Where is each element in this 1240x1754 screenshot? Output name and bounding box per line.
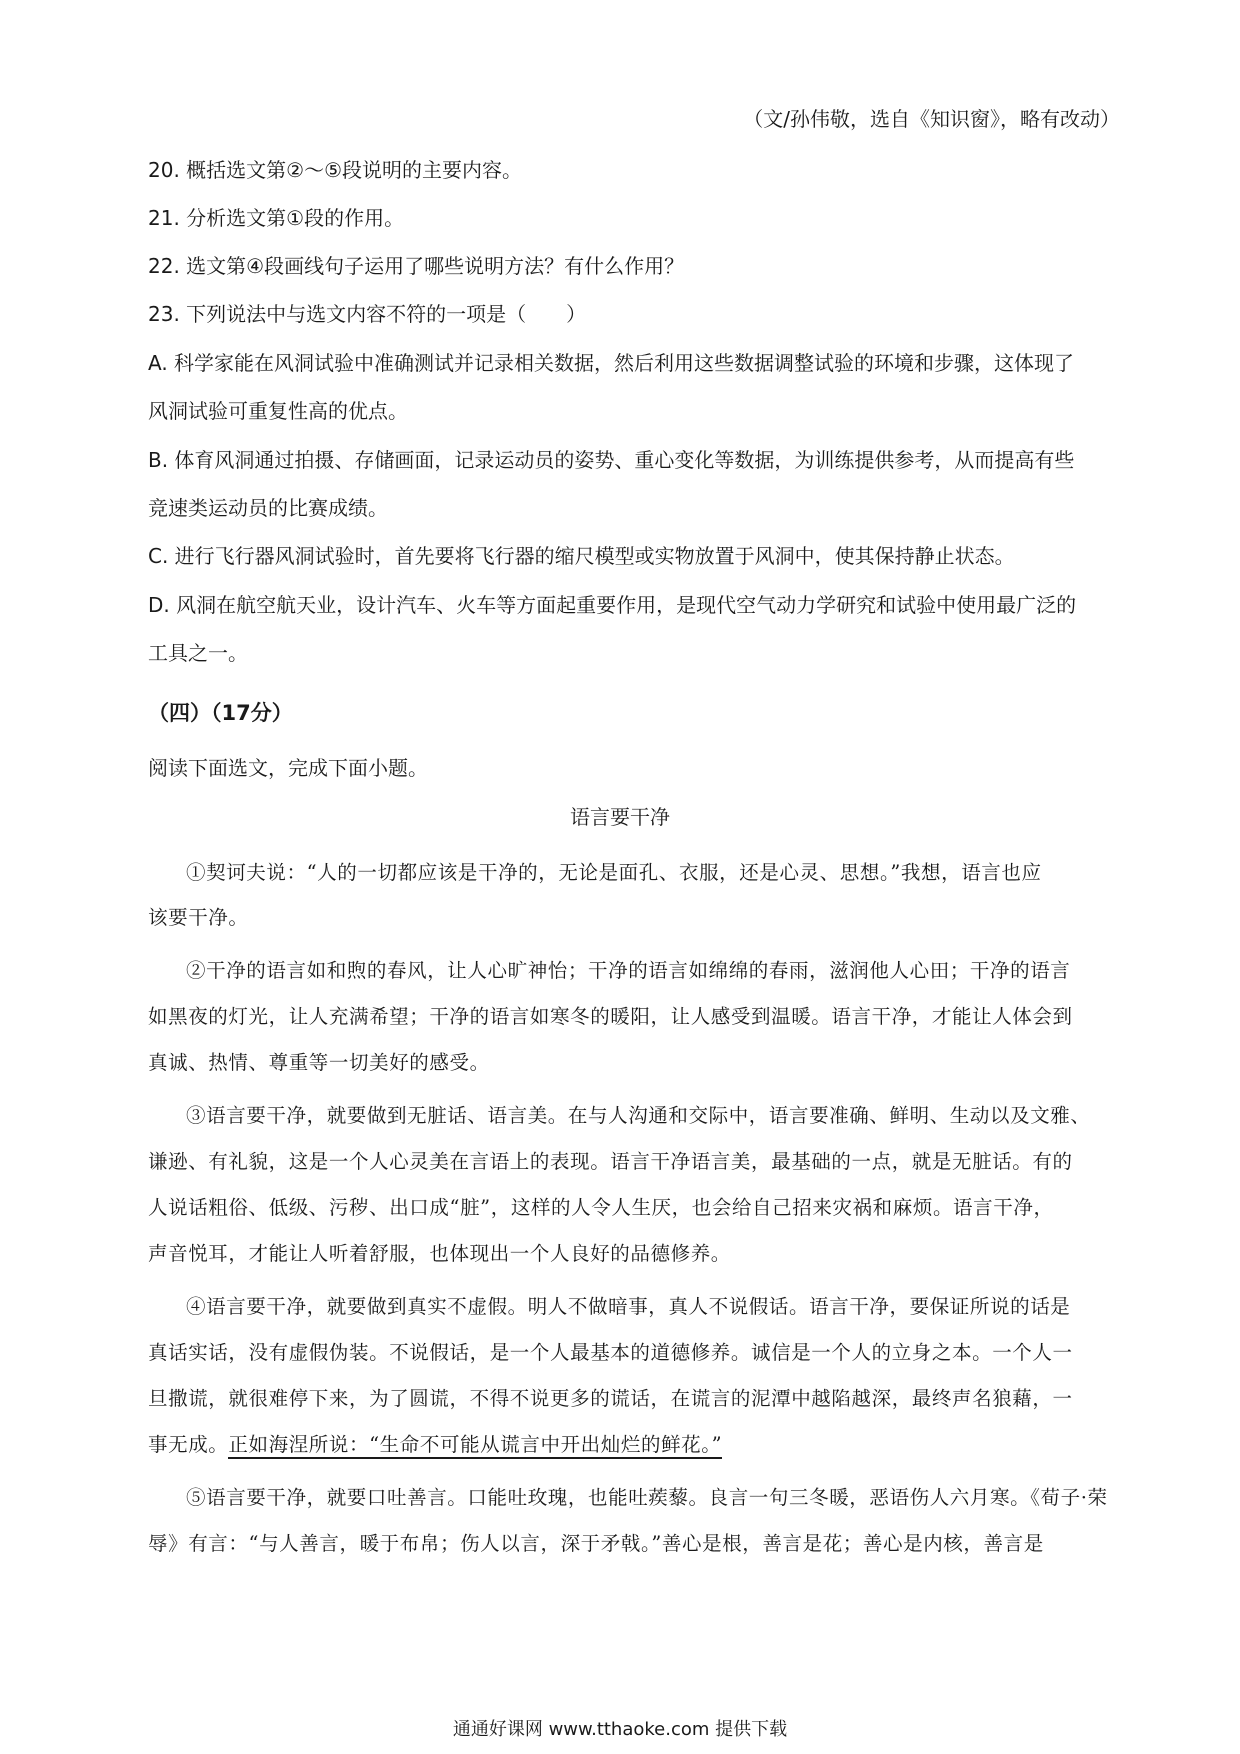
section-heading: （四）（17分） — [148, 701, 293, 725]
paragraph-2-line-1: ②干净的语言如和煦的春风，让人心旷神怡；干净的语言如绵绵的春雨，滋润他人心田；干净的语言 — [186, 959, 1071, 982]
paragraph-4-line-3: 旦撒谎，就很难停下来，为了圆谎，不得不说更多的谎话，在谎言的泥潭中越陷越深，最终声名狼藉，一 — [148, 1387, 1073, 1410]
question-20: 20. 概括选文第②～⑤段说明的主要内容。 — [148, 158, 523, 182]
option-b-line-1: B. 体育风洞通过拍摄、存储画面，记录运动员的姿势、重心变化等数据，为训练提供参考，从而提高有些 — [148, 448, 1075, 472]
page-footer: 通通好课网 www.tthaoke.com 提供下载 — [452, 1719, 788, 1740]
paragraph-1-line-2: 该要干净。 — [148, 906, 249, 929]
paragraph-2-line-3: 真诚、热情、尊重等一切美好的感受。 — [148, 1051, 490, 1074]
paragraph-5-line-2: 辱》有言：“与人善言，暖于布帛；伤人以言，深于矛戟。”善心是根，善言是花；善心是内核，善言是 — [148, 1532, 1044, 1555]
source-attribution: （文/孙伟敬，选自《知识窗》，略有改动） — [743, 107, 1120, 131]
paragraph-4-line-4-text: 事无成。 — [148, 1433, 229, 1456]
paragraph-1-line-1: ①契诃夫说：“人的一切都应该是干净的，无论是面孔、衣服，还是心灵、思想。”我想，语言也应 — [186, 861, 1042, 884]
question-22: 22. 选文第④段画线句子运用了哪些说明方法？有什么作用？ — [148, 254, 685, 278]
paragraph-4-line-2: 真话实话，没有虚假伪装。不说假话，是一个人最基本的道德修养。诚信是一个人的立身之本。一个人一 — [148, 1341, 1073, 1364]
paragraph-3-line-2: 谦逊、有礼貌，这是一个人心灵美在言语上的表现。语言干净语言美，最基础的一点，就是无脏话。有的 — [148, 1150, 1073, 1173]
passage-title: 语言要干净 — [570, 805, 670, 829]
paragraph-2-line-2: 如黑夜的灯光，让人充满希望；干净的语言如寒冬的暖阳，让人感受到温暖。语言干净，才能让人体会到 — [148, 1005, 1073, 1028]
paragraph-4-line-4 — [148, 1430, 1138, 1460]
option-c-line-1: C. 进行飞行器风洞试验时，首先要将飞行器的缩尺模型或实物放置于风洞中，使其保持静止状态。 — [148, 544, 1015, 568]
question-23: 23. 下列说法中与选文内容不符的一项是（ ） — [148, 302, 587, 326]
option-d-line-1: D. 风洞在航空航天业，设计汽车、火车等方面起重要作用，是现代空气动力学研究和试验中使用最广泛的 — [148, 593, 1077, 617]
paragraph-4-line-1: ④语言要干净，就要做到真实不虚假。明人不做暗事，真人不说假话。语言干净，要保证所说的话是 — [186, 1295, 1071, 1318]
option-a-line-2: 风洞试验可重复性高的优点。 — [148, 399, 408, 423]
section-instruction: 阅读下面选文，完成下面小题。 — [148, 756, 428, 780]
option-a-line-1: A. 科学家能在风洞试验中准确测试并记录相关数据，然后利用这些数据调整试验的环境和步骤，这体现了 — [148, 351, 1075, 375]
paragraph-3-line-4: 声音悦耳，才能让人听着舒服，也体现出一个人良好的品德修养。 — [148, 1242, 731, 1265]
question-21: 21. 分析选文第①段的作用。 — [148, 206, 405, 230]
paragraph-3-line-3: 人说话粗俗、低级、污秽、出口成“脏”，这样的人令人生厌，也会给自己招来灾祸和麻烦。语言干净， — [148, 1196, 1054, 1219]
paragraph-5-line-1: ⑤语言要干净，就要口吐善言。口能吐玫瑰，也能吐蒺藜。良言一句三冬暖，恶语伤人六月寒。《荀子·荣 — [186, 1486, 1108, 1509]
option-b-line-2: 竞速类运动员的比赛成绩。 — [148, 496, 388, 520]
paragraph-3-line-1: ③语言要干净，就要做到无脏话、语言美。在与人沟通和交际中，语言要准确、鲜明、生动以及文雅、 — [186, 1104, 1091, 1127]
underlined-sentence: 正如海涅所说：“生命不可能从谎言中开出灿烂的鲜花。” — [228, 1433, 722, 1459]
option-d-line-2: 工具之一。 — [148, 641, 248, 665]
